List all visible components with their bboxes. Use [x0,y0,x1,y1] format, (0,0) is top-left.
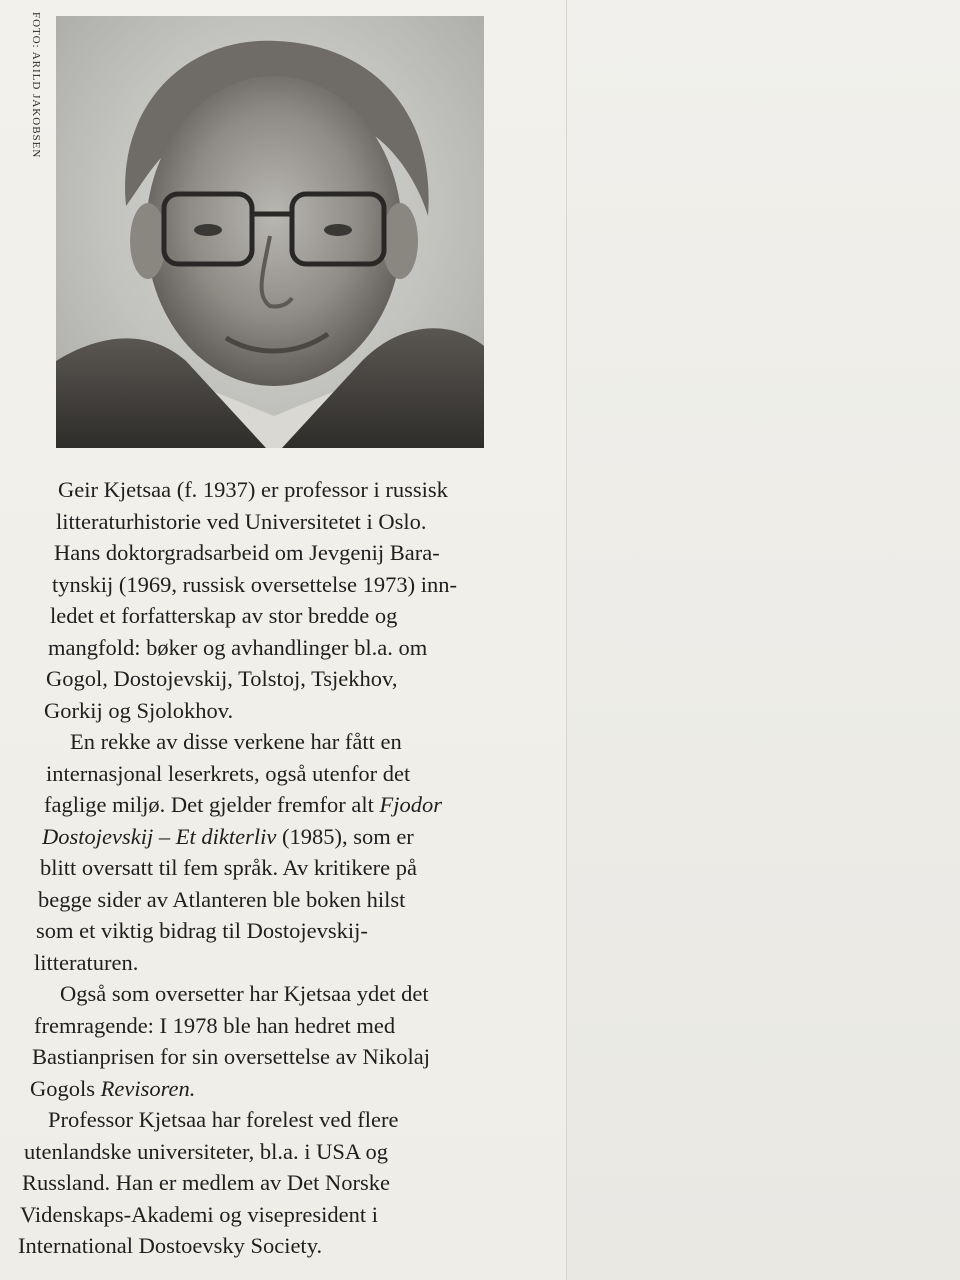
bio-line: Videnskaps-Akademi og visepresident i [20,1201,378,1227]
bio-line: Hans doktorgradsarbeid om Jevgenij Bara- [54,540,440,565]
bio-paragraph-4 [10,1104,500,1262]
bio-line [42,821,500,853]
book-title-revisoren: Revisoren. [100,1075,196,1101]
book-title-dikterliv: Dostojevskij – Et dikterliv [42,823,277,849]
photo-credit: FOTO: ARILD JAKOBSEN [30,12,42,159]
bio-paragraph-1 [10,474,500,726]
bio-line: utenlandske universiteter, bl.a. i USA og [24,1138,389,1164]
bio-line [30,1073,500,1105]
bio-line: Russland. Han er medlem av Det Norske [22,1170,391,1195]
author-portrait [56,16,484,448]
bio-line: som et viktig bidrag til Dostojevskij- [36,918,368,943]
bio-line: International Dostoevsky Society. [18,1233,323,1258]
bio-line: tynskij (1969, russisk oversettelse 1973) inn- [52,571,457,597]
bio-line [44,789,500,821]
bio-paragraph-2 [10,726,500,978]
bio-line-text: faglige miljø. Det gjelder fremfor alt [44,792,380,817]
bio-paragraph-3 [10,978,500,1104]
bio-line-text: (1985), som er [276,823,414,849]
bio-line: Professor Kjetsaa har forelest ved flere [48,1107,399,1132]
bio-line: fremragende: I 1978 ble han hedret med [34,1012,396,1038]
book-title-fjodor: Fjodor [379,792,443,817]
bio-line: Bastianprisen for sin oversettelse av Nikolaj [32,1044,431,1069]
bio-line: litteraturen. [34,949,139,975]
author-biography [10,474,500,1262]
bio-line: begge sider av Atlanteren ble boken hilst [38,886,406,912]
bio-line: blitt oversatt til fem språk. Av kritikere på [40,855,417,880]
bio-line: Geir Kjetsaa (f. 1937) er professor i russisk [58,477,448,502]
bio-line: internasjonal leserkrets, også utenfor det [46,760,411,786]
bio-line: Gorkij og Sjolokhov. [44,697,234,723]
bio-line: litteraturhistorie ved Universitetet i Oslo. [56,508,427,534]
bio-line: En rekke av disse verkene har fått en [70,729,402,754]
bio-line: mangfold: bøker og avhandlinger bl.a. om [48,634,428,660]
bio-line: Gogol, Dostojevskij, Tolstoj, Tsjekhov, [46,666,398,691]
facing-page [567,0,960,1280]
bio-line-text: Gogols [30,1075,101,1101]
bio-line: ledet et forfatterskap av stor bredde og [50,603,398,628]
bio-line: Også som oversetter har Kjetsaa ydet det [60,981,429,1006]
